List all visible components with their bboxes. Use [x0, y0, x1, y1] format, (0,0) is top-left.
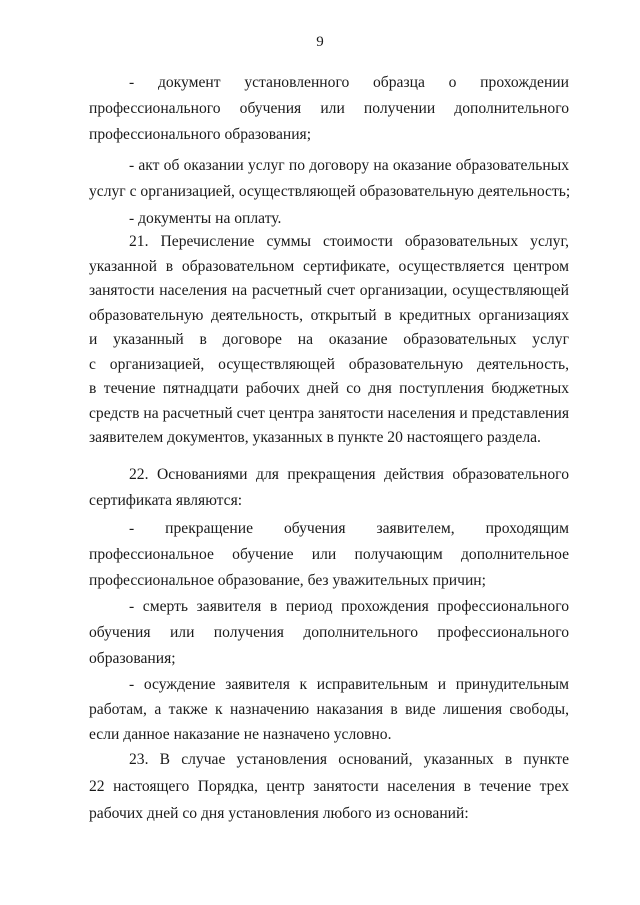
text-line: профессионального обучения или получении дополнительного — [89, 100, 569, 117]
text-line: рабочих дней со дня установления любого из оснований: — [89, 805, 469, 822]
text-line: профессиональное обучение или получающим дополнительное — [89, 546, 569, 563]
text-line: профессионального образования; — [89, 126, 312, 143]
text-line: - акт об оказании услуг по договору на оказание образовательных — [129, 157, 569, 174]
text-line: с организацией, осуществляющей образовательную деятельность, — [89, 355, 569, 373]
paragraph-21 — [89, 230, 569, 451]
paragraph-certificate-document — [89, 70, 569, 148]
text-line: образования; — [89, 650, 176, 667]
page-number: 9 — [316, 34, 324, 50]
text-line: занятости населения на расчетный счет организации, осуществляющей — [89, 282, 569, 299]
text-line: 22. Основаниями для прекращения действия образовательного — [129, 466, 569, 483]
text-line: заявителем документов, указанных в пункте 20 настоящего раздела. — [89, 429, 541, 446]
text-line: сертификата являются: — [89, 492, 243, 509]
paragraph-termination-training — [89, 516, 569, 594]
text-line: 23. В случае установления оснований, указанных в пункте — [129, 751, 569, 768]
text-line: работам, а также к назначению наказания в виде лишения свободы, — [89, 701, 569, 718]
text-line: если данное наказание не назначено условно. — [89, 726, 392, 743]
paragraph-22 — [89, 462, 569, 514]
text-line: - смерть заявителя в период прохождения профессионального — [129, 598, 569, 615]
paragraph-services-act — [89, 153, 569, 205]
text-line: обучения или получения дополнительного профессионального — [89, 624, 569, 641]
text-line: - прекращение обучения заявителем, проходящим — [129, 520, 569, 537]
text-line: образовательную деятельность, открытый в кредитных организациях — [89, 306, 569, 324]
text-line: 22 настоящего Порядка, центр занятости населения в течение трех — [89, 778, 569, 795]
text-line: - осуждение заявителя к исправительным и принудительным — [129, 676, 569, 693]
text-line: профессиональное образование, без уважительных причин; — [89, 572, 486, 589]
text-line: - документ установленного образца о прохождении — [129, 74, 569, 91]
text-line: средств на расчетный счет центра занятости населения и представления — [89, 404, 569, 422]
text-line: указанной в образовательном сертификате, осуществляется центром — [89, 257, 569, 275]
paragraph-death-of-applicant — [89, 594, 569, 672]
text-line: услуг с организацией, осуществляющей образовательную деятельность; — [89, 183, 571, 200]
text-line: 21. Перечисление суммы стоимости образовательных услуг, — [129, 233, 569, 250]
paragraph-23 — [89, 746, 569, 827]
paragraph-payment-documents — [89, 206, 569, 232]
text-line: в течение пятнадцати рабочих дней со дня поступления бюджетных — [89, 380, 569, 397]
paragraph-conviction — [89, 672, 569, 747]
text-line: - документы на оплату. — [129, 210, 282, 227]
text-line: и указанный в договоре на оказание образовательных услуг — [89, 331, 569, 348]
